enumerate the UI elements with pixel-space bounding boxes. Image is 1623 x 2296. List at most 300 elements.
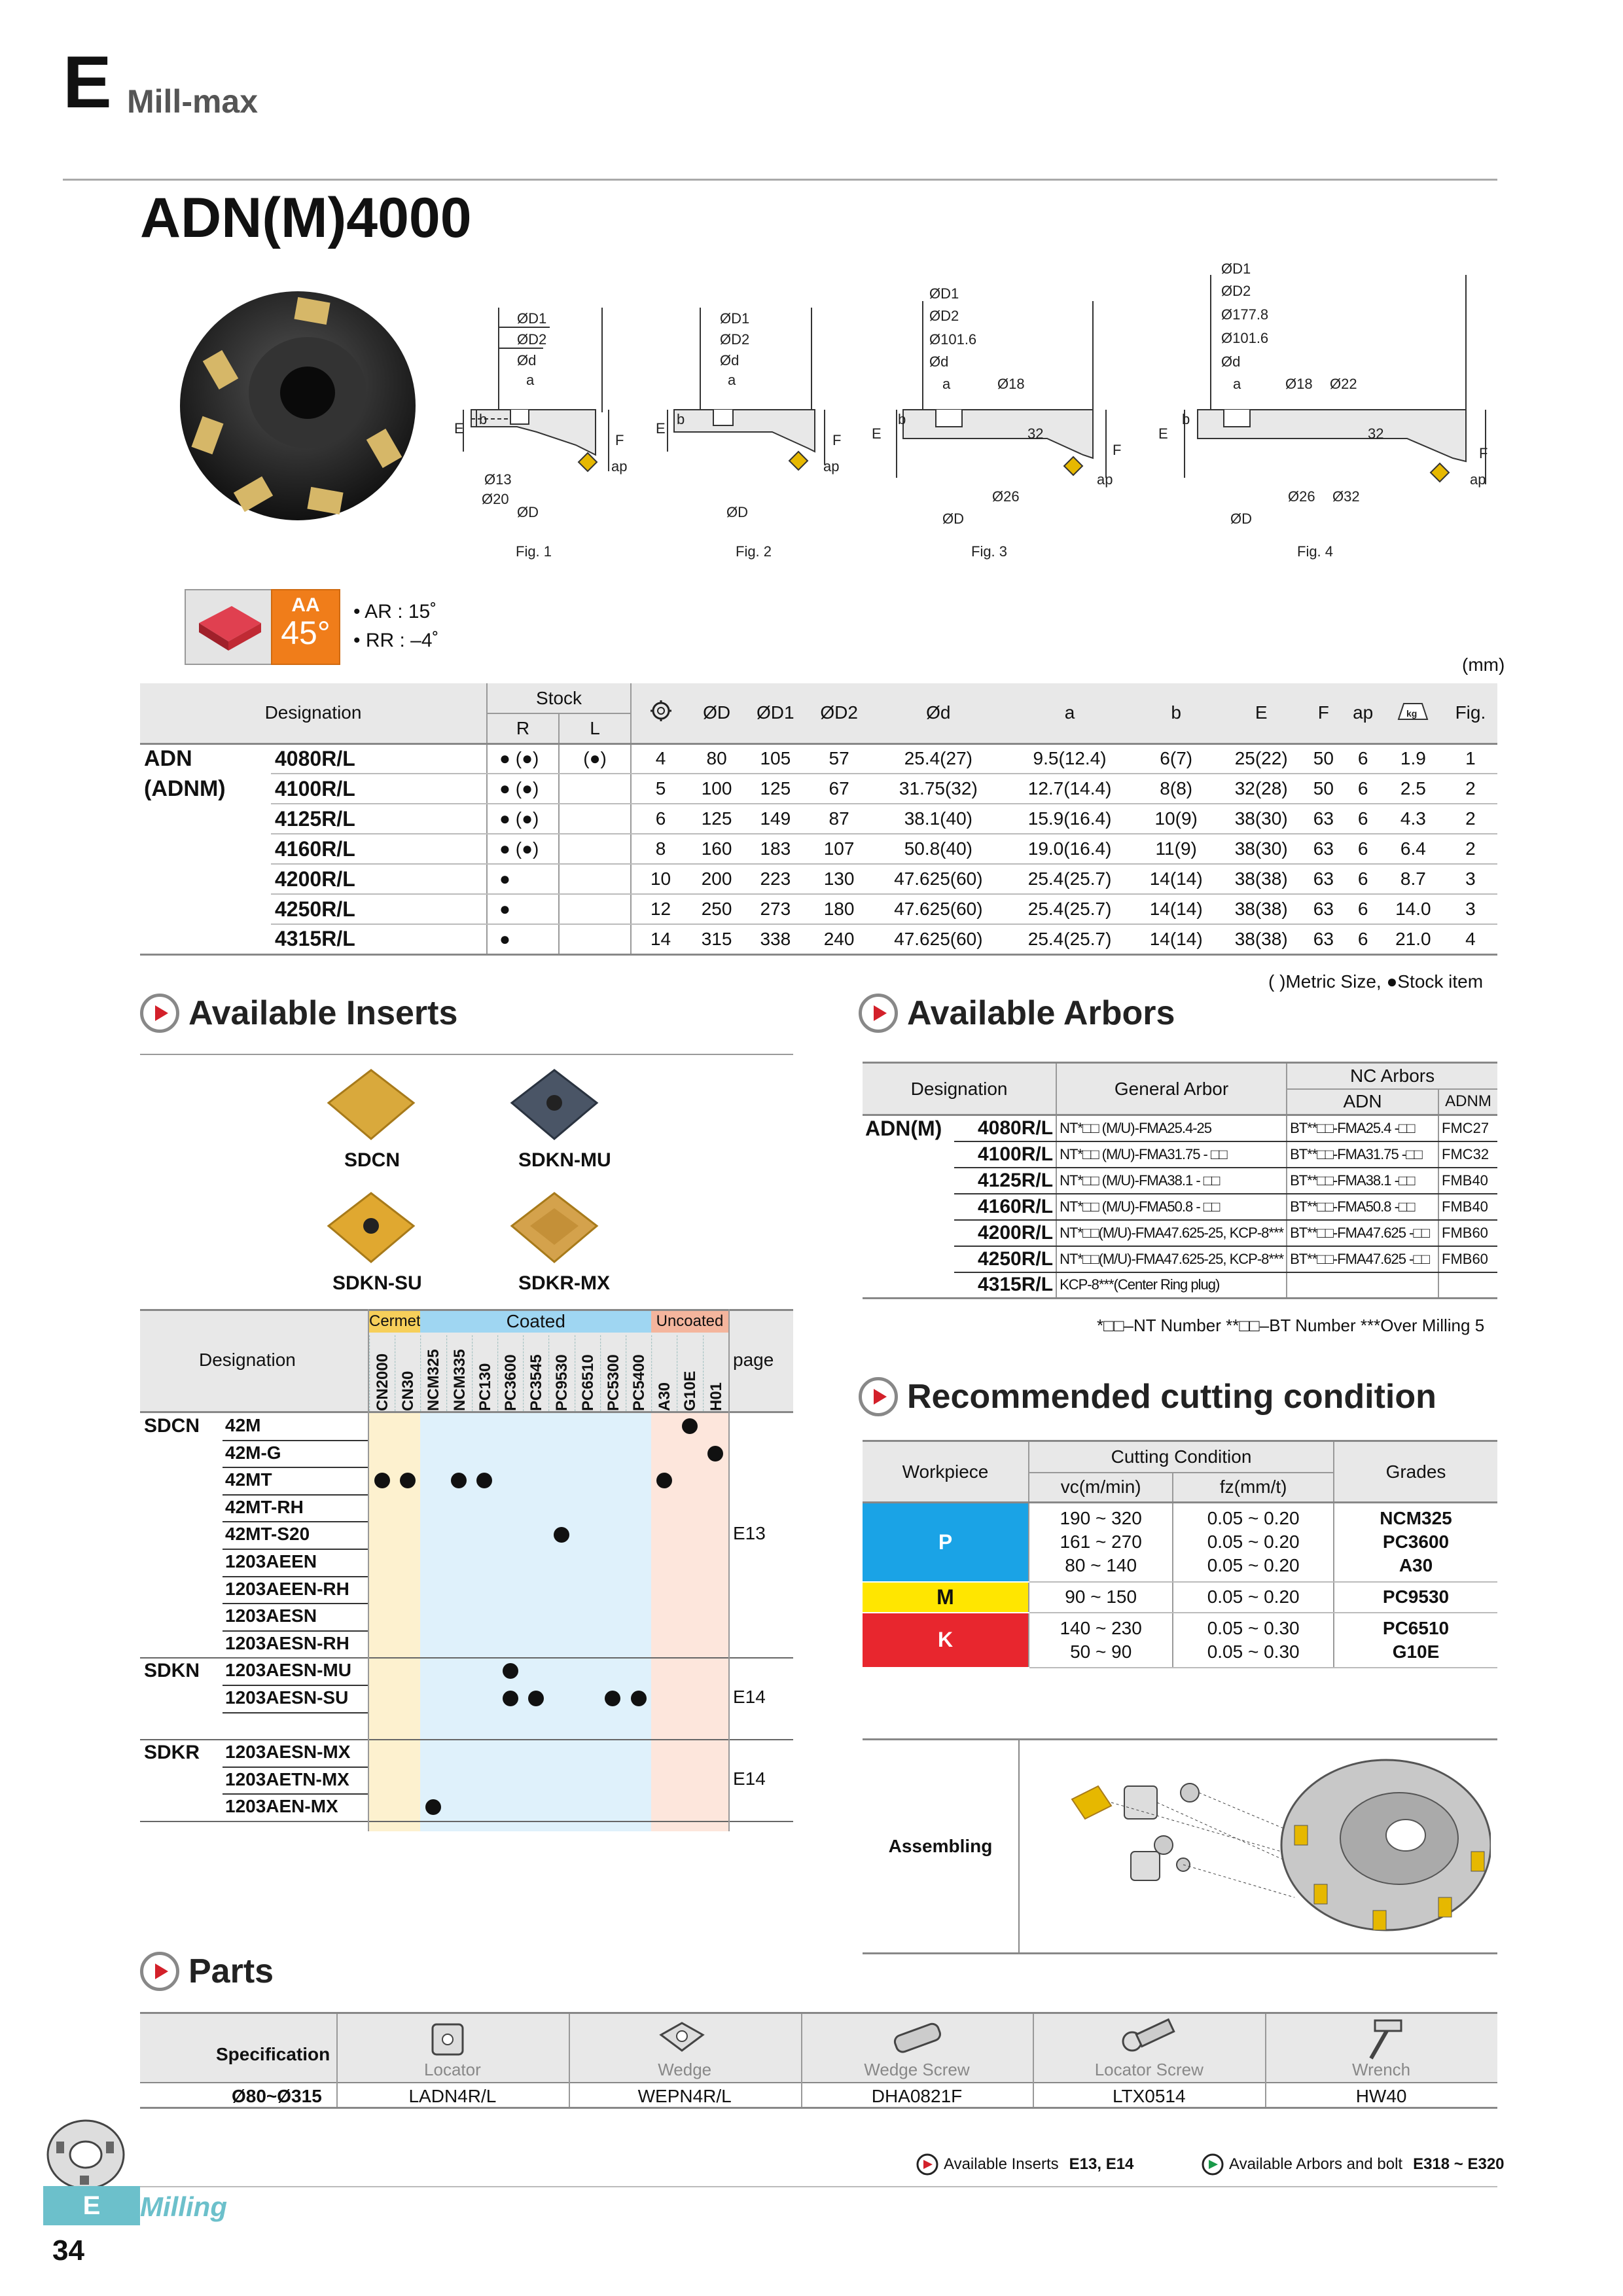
arbor-group [863, 1168, 954, 1194]
insert-code: 42M [225, 1415, 261, 1435]
arbors-table [863, 1062, 1497, 1299]
insert-code: 1203AETN-MX [225, 1768, 349, 1789]
th-d1: ØD1 [743, 683, 807, 744]
grade-header: PC130 [472, 1335, 497, 1411]
arbor-code: 4250R/L [954, 1246, 1056, 1272]
fig2-label: Fig. 2 [736, 543, 772, 560]
main-table-row [140, 864, 1497, 894]
cell-b: 14(14) [1133, 864, 1219, 894]
parts-spec-label: Specification [216, 2044, 330, 2064]
fig1-label: Fig. 1 [516, 543, 552, 560]
designation-code: 4100R/L [271, 774, 487, 804]
link-arrow-icon [1202, 2153, 1224, 2176]
arbor-adnm: FMB40 [1438, 1168, 1497, 1194]
insert-code: 1203AEN-MX [225, 1796, 338, 1817]
arbor-general: NT*□□ (M/U)-FMA25.4-25 [1056, 1115, 1287, 1141]
insert-code: 42MT [225, 1469, 272, 1490]
fig3-d18: Ø18 [997, 376, 1025, 392]
cell-d2: 57 [807, 744, 870, 774]
grade-header: CN2000 [369, 1335, 395, 1411]
designation-code: 4125R/L [271, 804, 487, 834]
cell-d: 250 [690, 894, 743, 924]
cell-f: 63 [1304, 834, 1343, 864]
inserts-col-divider [728, 1309, 730, 1831]
fz-cell [1173, 1613, 1334, 1668]
cell-sd: 47.625(60) [871, 864, 1006, 894]
fig1-d20: Ø20 [482, 491, 509, 507]
cell-ap: 6 [1344, 774, 1383, 804]
insert-row-line [223, 1712, 369, 1713]
part-code: LADN4R/L [408, 2086, 497, 2106]
vc-cell [1029, 1582, 1173, 1613]
arbor-row [863, 1272, 1497, 1299]
fz-value: 0.05 ~ 0.20 [1207, 1508, 1300, 1529]
cell-d2: 67 [807, 774, 870, 804]
fz-value: 0.05 ~ 0.30 [1207, 1617, 1300, 1638]
stock-l [559, 864, 631, 894]
arbor-adn: BT**□□-FMA38.1 -□□ [1287, 1168, 1438, 1194]
group-label [140, 804, 271, 834]
link-arrow-icon [916, 2153, 938, 2176]
insert-group-name: SDKR [144, 1742, 200, 1764]
insert-code: 42MT-S20 [225, 1524, 310, 1545]
grade-header: G10E [677, 1335, 702, 1411]
main-table-row [140, 774, 1497, 804]
th-e: E [1219, 683, 1304, 744]
vc-cell [1029, 1613, 1173, 1668]
footer-cutter-icon [43, 2115, 128, 2194]
insert-code: 1203AESN [225, 1605, 317, 1626]
workpiece-m: M [863, 1582, 1029, 1613]
cell-kg: 21.0 [1383, 924, 1444, 954]
vc-value: 140 ~ 230 [1060, 1617, 1142, 1638]
fig2-a: a [728, 372, 736, 388]
cell-a: 25.4(25.7) [1006, 924, 1133, 954]
cell-d1: 183 [743, 834, 807, 864]
parts-row-line [140, 2082, 1497, 2083]
arbor-general: NT*□□ (M/U)-FMA38.1 - □□ [1056, 1168, 1287, 1194]
cell-e: 38(38) [1219, 924, 1304, 954]
th-b: b [1133, 683, 1219, 744]
locator-screw-icon [1116, 2015, 1182, 2061]
figure-diagrams [445, 255, 1505, 563]
cell-d2: 87 [807, 804, 870, 834]
arbor-row [863, 1141, 1497, 1168]
fig3-a: a [942, 376, 951, 392]
insert-row-line [223, 1440, 369, 1441]
insert-row-line [223, 1576, 369, 1577]
fig4-a: a [1233, 376, 1241, 392]
fz-value: 0.05 ~ 0.30 [1207, 1641, 1300, 1662]
parts-title [140, 1952, 274, 1991]
product-title: ADN(M)4000 [140, 187, 472, 249]
header-letter: E [63, 41, 112, 123]
cell-z: 5 [631, 774, 690, 804]
arbor-adnm: FMC27 [1438, 1115, 1497, 1141]
fig4-label: Fig. 4 [1297, 543, 1334, 560]
insert-group-line [140, 1821, 793, 1822]
cell-z: 8 [631, 834, 690, 864]
cell-a: 19.0(16.4) [1006, 834, 1133, 864]
cell-b: 11(9) [1133, 834, 1219, 864]
angle-badge [271, 589, 340, 665]
footer-tab-letter: E [82, 2191, 101, 2220]
part-code: LTX0514 [1113, 2086, 1186, 2106]
cell-fig: 2 [1444, 774, 1497, 804]
arbor-adnm: FMB60 [1438, 1246, 1497, 1272]
fig2-d2: ØD2 [720, 331, 750, 348]
insert-row-line [223, 1467, 369, 1468]
arb-th-nc: NC Arbors [1287, 1063, 1497, 1089]
th-r: R [487, 713, 559, 744]
inserts-col-divider [368, 1309, 369, 1831]
stock-l [559, 774, 631, 804]
arbor-group [863, 1220, 954, 1246]
part-name: Wedge [658, 2060, 712, 2079]
group-label [140, 834, 271, 864]
insert-sdkn-mu-image [505, 1067, 603, 1145]
cell-d: 160 [690, 834, 743, 864]
insert-code: 42MT-RH [225, 1496, 304, 1517]
header-rule [63, 179, 1497, 181]
grade-value: PC9530 [1382, 1587, 1450, 1607]
cell-f: 50 [1304, 774, 1343, 804]
grade-value: PC3600 [1382, 1532, 1450, 1552]
arbor-code: 4315R/L [954, 1272, 1056, 1299]
insert-sdkr-mx-image [505, 1190, 603, 1268]
insert-row-line [223, 1793, 369, 1795]
cell-d1: 149 [743, 804, 807, 834]
fig4-d: Ød [1221, 353, 1241, 370]
cell-a: 15.9(16.4) [1006, 804, 1133, 834]
cell-ap: 6 [1344, 894, 1383, 924]
fig4-e: E [1158, 425, 1168, 442]
fig4-d26: Ø26 [1288, 488, 1315, 505]
insert-group-page: E14 [733, 1686, 766, 1707]
cut-th-vc: vc(m/min) [1029, 1473, 1173, 1503]
cell-e: 38(38) [1219, 894, 1304, 924]
stock-dot [400, 1473, 416, 1488]
inserts-table [140, 1309, 793, 1880]
cell-d2: 107 [807, 834, 870, 864]
fig1-f: F [615, 432, 624, 448]
fig3-dd: ØD [942, 511, 964, 527]
stock-dot [656, 1473, 672, 1488]
kg-label: kg [1406, 708, 1418, 719]
cell-d: 80 [690, 744, 743, 774]
fig1-ap: ap [611, 458, 628, 475]
arbor-group [863, 1194, 954, 1220]
th-d2: ØD2 [807, 683, 870, 744]
part-name: Locator [424, 2060, 481, 2079]
arbor-adn: BT**□□-FMA47.625 -□□ [1287, 1246, 1438, 1272]
cell-sd: 47.625(60) [871, 924, 1006, 954]
cell-d2: 240 [807, 924, 870, 954]
inserts-title [140, 994, 457, 1033]
insert-row-line [223, 1603, 369, 1604]
stock-dot [503, 1691, 518, 1706]
fz-value: 0.05 ~ 0.20 [1207, 1532, 1300, 1552]
vc-value: 90 ~ 150 [1065, 1587, 1137, 1607]
arbor-adn: BT**□□-FMA25.4 -□□ [1287, 1115, 1438, 1141]
angle-badge-top: AA [291, 594, 320, 616]
grade-group-cermet: Cermet [369, 1310, 420, 1333]
th-designation: Designation [140, 683, 487, 744]
cutting-table [863, 1440, 1497, 1668]
designation-code: 4200R/L [271, 864, 487, 894]
insert-group-line [140, 1657, 793, 1659]
fig1-d13: Ø13 [484, 471, 512, 488]
unit-label: (mm) [1462, 655, 1505, 675]
insert-group-page: E14 [733, 1768, 766, 1789]
cutting-title [859, 1377, 1436, 1416]
cell-sd: 47.625(60) [871, 894, 1006, 924]
arbor-group [863, 1272, 954, 1299]
group-label [140, 924, 271, 954]
grade-value: NCM325 [1380, 1508, 1452, 1529]
arbors-title [859, 994, 1175, 1033]
parts-table [140, 2012, 1497, 2109]
fig3-d1: ØD1 [929, 285, 959, 302]
fig3-b: b [898, 411, 906, 427]
arbor-row [863, 1115, 1497, 1141]
cut-th-condition: Cutting Condition [1029, 1441, 1334, 1473]
cell-e: 25(22) [1219, 744, 1304, 774]
insert-row-line [223, 1494, 369, 1496]
cell-e: 38(30) [1219, 804, 1304, 834]
cell-z: 14 [631, 924, 690, 954]
fig2-d1: ØD1 [720, 310, 750, 327]
fz-cell [1173, 1503, 1334, 1582]
grade-group-coated: Coated [420, 1310, 651, 1333]
cell-d1: 125 [743, 774, 807, 804]
cutting-title-text: Recommended cutting condition [907, 1378, 1436, 1416]
wrench-icon [1349, 2015, 1414, 2061]
fig3-label: Fig. 3 [971, 543, 1008, 560]
insert-name-sdkn-mu: SDKN-MU [518, 1149, 611, 1171]
fig1-e: E [454, 420, 464, 437]
cell-ap: 6 [1344, 804, 1383, 834]
cell-b: 14(14) [1133, 894, 1219, 924]
stock-r: ● [487, 924, 559, 954]
cell-d: 125 [690, 804, 743, 834]
insert-row-line [223, 1630, 369, 1632]
arbor-code: 4200R/L [954, 1220, 1056, 1246]
fig2-f: F [832, 432, 842, 448]
fig4-d1: ØD1 [1221, 260, 1251, 277]
cell-sd: 25.4(27) [871, 744, 1006, 774]
angle-badge-value: 45° [281, 615, 330, 651]
grade-header: PC5300 [600, 1335, 626, 1411]
designation-code: 4080R/L [271, 744, 487, 774]
footer-arbors-label: Available Arbors and bolt [1229, 2155, 1403, 2173]
footer-tab [43, 2186, 140, 2225]
grade-group-uncoated: Uncoated [651, 1310, 728, 1333]
insert-row-line [223, 1767, 369, 1768]
vc-value: 50 ~ 90 [1070, 1641, 1132, 1662]
fig4-f: F [1479, 445, 1488, 461]
cell-f: 63 [1304, 894, 1343, 924]
fig2-b: b [677, 411, 685, 427]
grade-header: PC3545 [523, 1335, 548, 1411]
footer-inserts-pages: E13, E14 [1069, 2155, 1134, 2173]
cell-fig: 3 [1444, 864, 1497, 894]
fig4-32: 32 [1368, 425, 1384, 442]
cell-z: 4 [631, 744, 690, 774]
arbors-title-text: Available Arbors [907, 994, 1175, 1032]
arbor-group: ADN(M) [865, 1116, 942, 1140]
arbor-adn: BT**□□-FMA47.625 -□□ [1287, 1220, 1438, 1246]
stock-dot [707, 1446, 723, 1462]
stock-dot [631, 1691, 647, 1706]
insert-code: 1203AEEN [225, 1551, 317, 1571]
assembling-diagram [1033, 1753, 1491, 1943]
th-fig: Fig. [1444, 683, 1497, 744]
arb-th-designation: Designation [863, 1063, 1056, 1115]
part-code: DHA0821F [871, 2086, 963, 2106]
fig4-d177: Ø177.8 [1221, 306, 1269, 323]
arbor-adnm [1438, 1272, 1497, 1299]
cell-kg: 2.5 [1383, 774, 1444, 804]
fig4-d101: Ø101.6 [1221, 330, 1269, 346]
fig1-d2: ØD2 [517, 331, 547, 348]
cell-kg: 1.9 [1383, 744, 1444, 774]
inserts-rule [140, 1054, 793, 1055]
grade-header: H01 [703, 1335, 728, 1411]
main-table-row [140, 894, 1497, 924]
fig4-b: b [1182, 411, 1190, 427]
cell-a: 25.4(25.7) [1006, 894, 1133, 924]
stock-dot [682, 1418, 698, 1434]
section-arrow-icon [140, 994, 179, 1033]
fig3-d26: Ø26 [992, 488, 1020, 505]
arbor-row [863, 1168, 1497, 1194]
arbor-general: NT*□□ (M/U)-FMA50.8 - □□ [1056, 1194, 1287, 1220]
arbor-row [863, 1194, 1497, 1220]
arbor-adnm: FMB40 [1438, 1194, 1497, 1220]
arbor-code: 4100R/L [954, 1141, 1056, 1168]
cell-f: 50 [1304, 744, 1343, 774]
cell-d: 315 [690, 924, 743, 954]
insert-sdkn-su-image [322, 1190, 420, 1268]
group-label: ADN [144, 746, 192, 772]
rr-value: • RR : –4˚ [353, 630, 439, 651]
arbor-general: KCP-8***(Center Ring plug) [1056, 1272, 1287, 1299]
arbor-row [863, 1220, 1497, 1246]
th-ap: ap [1344, 683, 1383, 744]
cell-sd: 38.1(40) [871, 804, 1006, 834]
section-arrow-icon [859, 1377, 898, 1416]
arbor-adn: BT**□□-FMA50.8 -□□ [1287, 1194, 1438, 1220]
footer-inserts-label: Available Inserts [944, 2155, 1059, 2173]
grade-header: PC5400 [626, 1335, 651, 1411]
cell-b: 8(8) [1133, 774, 1219, 804]
grade-header: PC6510 [575, 1335, 600, 1411]
stock-r: ● (●) [487, 804, 559, 834]
vc-value: 161 ~ 270 [1060, 1532, 1142, 1552]
grade-value: G10E [1392, 1641, 1440, 1662]
inserts-table-top [140, 1309, 793, 1311]
arbor-group [863, 1246, 954, 1272]
footer-inserts-link[interactable] [916, 2153, 1133, 2176]
cell-a: 12.7(14.4) [1006, 774, 1133, 804]
arbor-adnm: FMC32 [1438, 1141, 1497, 1168]
arbor-general: NT*□□ (M/U)-FMA31.75 - □□ [1056, 1141, 1287, 1168]
grades-cell [1334, 1582, 1497, 1613]
assembling-label: Assembling [888, 1836, 993, 1856]
insert-group-page: E13 [733, 1523, 766, 1544]
cell-b: 6(7) [1133, 744, 1219, 774]
fig4-d22: Ø22 [1330, 376, 1357, 392]
vc-cell [1029, 1503, 1173, 1582]
fig1-a: a [526, 372, 535, 388]
ins-th-page: page [733, 1350, 774, 1370]
cell-fig: 3 [1444, 894, 1497, 924]
cell-fig: 1 [1444, 744, 1497, 774]
cell-z: 12 [631, 894, 690, 924]
arbor-code: 4125R/L [954, 1168, 1056, 1194]
footer-arbors-pages: E318 ~ E320 [1413, 2155, 1505, 2173]
arb-th-adnm: ADNM [1438, 1089, 1497, 1115]
part-code: HW40 [1355, 2086, 1407, 2106]
stock-dot [528, 1691, 544, 1706]
grade-header: PC9530 [548, 1335, 574, 1411]
arbor-adn [1287, 1272, 1438, 1299]
main-table [140, 683, 1497, 956]
main-table-row [140, 924, 1497, 954]
insert-code: 1203AESN-RH [225, 1632, 349, 1653]
stock-dot [374, 1473, 390, 1488]
parts-spec-value: Ø80~Ø315 [232, 2086, 322, 2106]
cut-th-grades: Grades [1334, 1441, 1497, 1503]
fig3-ap: ap [1097, 471, 1113, 488]
part-name: Wrench [1352, 2060, 1411, 2079]
cell-sd: 31.75(32) [871, 774, 1006, 804]
cell-fig: 2 [1444, 834, 1497, 864]
arbors-note: *□□–NT Number **□□–BT Number ***Over Milling 5 [1097, 1316, 1485, 1335]
arbor-adnm: FMB60 [1438, 1220, 1497, 1246]
cell-d: 200 [690, 864, 743, 894]
footer-arbors-link[interactable] [1202, 2153, 1505, 2176]
cutting-row [863, 1582, 1497, 1613]
th-l: L [559, 713, 631, 744]
fig1-d1: ØD1 [517, 310, 547, 327]
arb-th-adn: ADN [1287, 1089, 1438, 1115]
fz-cell [1173, 1582, 1334, 1613]
cell-b: 10(9) [1133, 804, 1219, 834]
cell-ap: 6 [1344, 744, 1383, 774]
stock-l [559, 924, 631, 954]
insert-name-sdkn-su: SDKN-SU [332, 1272, 422, 1294]
cell-b: 14(14) [1133, 924, 1219, 954]
footer-rule [131, 2186, 1497, 2187]
fig2-dd: ØD [726, 504, 748, 520]
part-name: Locator Screw [1094, 2060, 1204, 2079]
stock-l [559, 804, 631, 834]
insert-group-name: SDCN [144, 1415, 200, 1437]
grades-cell [1334, 1503, 1497, 1582]
cell-kg: 4.3 [1383, 804, 1444, 834]
cell-d1: 273 [743, 894, 807, 924]
main-table-row [140, 834, 1497, 864]
insert-row-line [223, 1685, 369, 1686]
fig2-ap: ap [823, 458, 840, 475]
th-sd: Ød [871, 683, 1006, 744]
stock-r: ● (●) [487, 834, 559, 864]
page-number: 34 [52, 2234, 84, 2267]
arbor-row [863, 1246, 1497, 1272]
insert-code: 1203AEEN-RH [225, 1578, 349, 1599]
